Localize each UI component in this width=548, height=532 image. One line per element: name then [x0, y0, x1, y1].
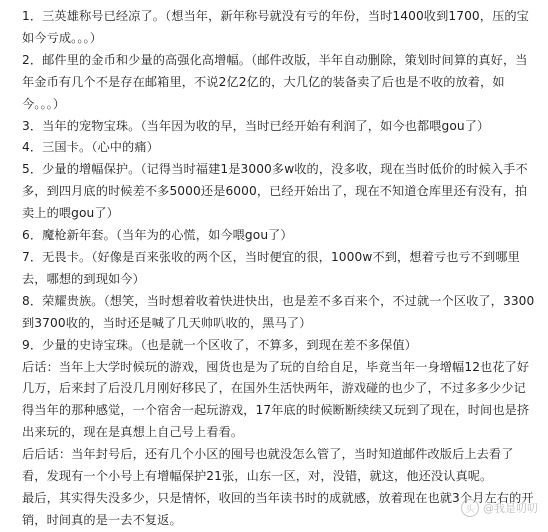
paragraph-1: 1．三英雄称号已经凉了。（想当年，新年称号就没有亏的年份，当时1400收到1700，压的宝如今亏成。。。）	[22, 9, 529, 45]
article-body	[22, 6, 538, 532]
paragraph-9: 9．少量的史诗宝珠。（也是就一个区收了，不算多，到现在差不多保值）	[22, 337, 417, 352]
paragraph-8: 8．荣耀贵族。（想笑，当时想着收着快进快出，也是差不多百来个，不过就一个区收了，3300到3700收的，当时还是喊了几天帅叭收的，黑马了）	[22, 293, 535, 330]
final-remark: 最后，其实得失没多少，只是情怀，收回的当年读书时的成就感，放着现在也就3个月左右的开销，时间真的是一去不复返。	[22, 490, 534, 527]
afterword: 后话：当年上大学时候玩的游戏，囤货也是为了玩的自给自足，毕竟当年一身增幅12也花了好几万，后来封了后没几月刚好移民了，在国外生活快两年，游戏碰的也少了，不过多多少少记得当年的那种感觉，一个宿舍一起玩游戏，17年底的时候断断续续又玩到了现在，时间也是挤出来玩的，现在是真想上自己号上看看。	[22, 359, 530, 440]
paragraph-7: 7．无畏卡。（好像是百来张收的两个区，当时便宜的很，1000w不到，想着亏也亏不到哪里去，哪想的到现如今）	[22, 249, 520, 286]
watermark-logo-icon: 头	[461, 499, 479, 517]
paragraph-5: 5．少量的增幅保护。（记得当时福建1是3000多w收的，没多收，现在当时低价的时候入手不多，到四月底的时候差不多5000还是6000，已经开始出了，现在不知道仓库里还有没有，拍卖上的喂gou了）	[22, 162, 528, 221]
paragraph-3: 3．当年的宠物宝珠。（当年因为收的早，当时已经开始有利润了，如今也都喂gou了）	[22, 118, 490, 133]
paragraph-4: 4．三国卡。（心中的痛）	[22, 140, 159, 155]
post-afterword: 后后话：当年封号后，还有几个小区的囤号也就没怎么管了，当时知道邮件改版后上去看了看，发现有一个小号上有增幅保护21张，山东一区，对，没错，就这，他还没认真呢。	[22, 447, 514, 484]
watermark	[461, 499, 538, 517]
paragraph-6: 6．魔枪新年套。（当年为的心慌，如今喂gou了）	[22, 228, 293, 243]
watermark-text: @我是叨叨	[483, 502, 538, 515]
paragraph-2: 2．邮件里的金币和少量的高强化高增幅。（邮件改版，半年自动删除，策划时间算的真好，当年金币有几个不是存在邮箱里，不说2亿2亿的，大几亿的装备卖了后也是不收的放着，如今。。。）	[22, 52, 528, 111]
